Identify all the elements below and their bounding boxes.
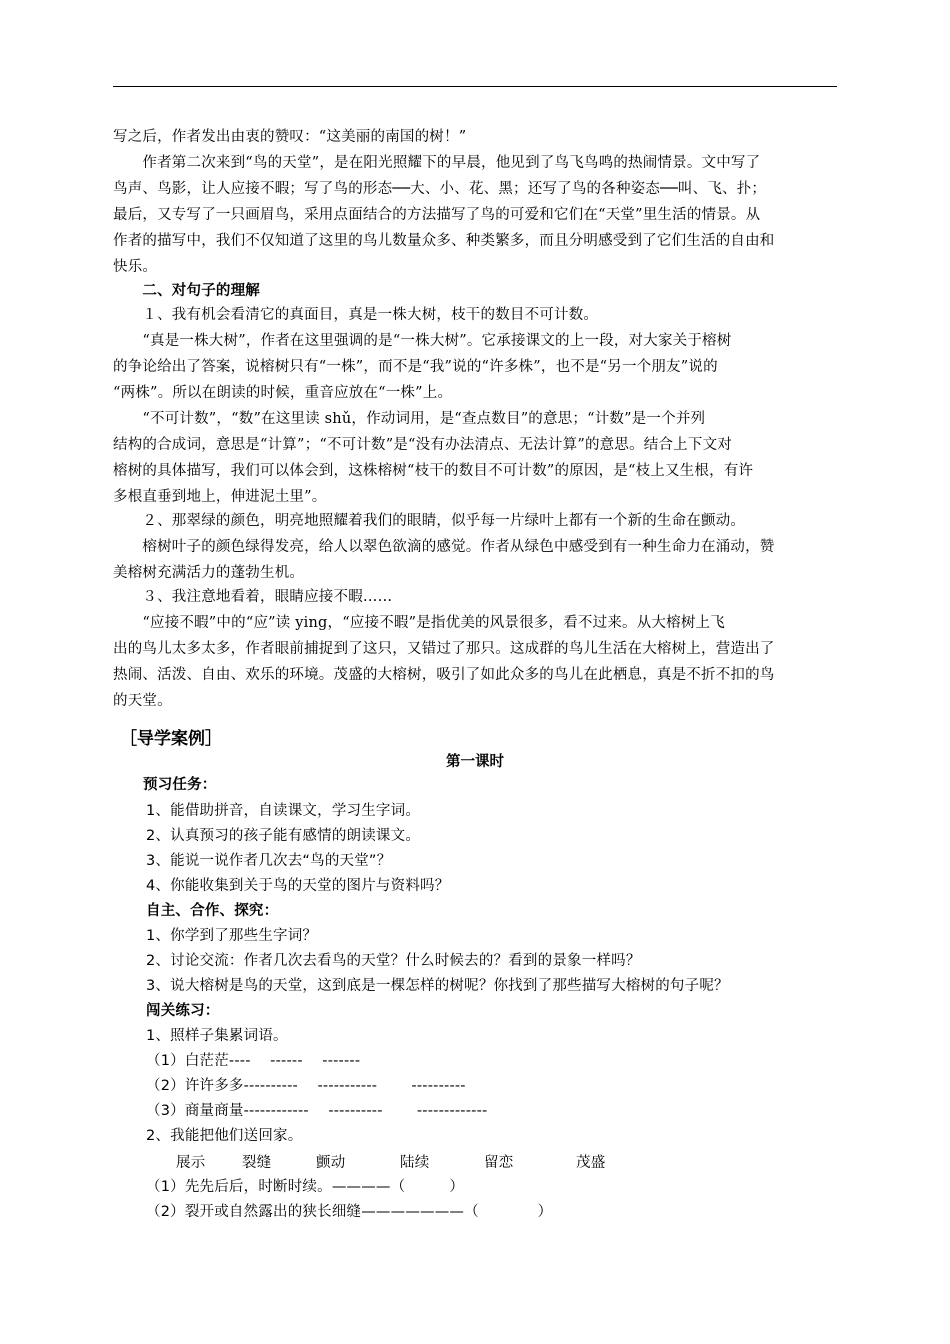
word-bank-item: 留恋 [484, 1155, 514, 1171]
sentence-2: ２、那翠绿的颜色，明亮地照耀着我们的眼睛，似乎每一片绿叶上都有一个新的生命在颤动。 [113, 513, 746, 529]
question-1-item: （2）许许多多---------- ----------- ---------- [146, 1078, 466, 1094]
body-text-line: 最后，又专写了一只画眉鸟，采用点面结合的方法描写了鸟的可爱和它们在“天堂”里生活的情景。从 [113, 207, 761, 223]
question-2-item: （2）裂开或自然露出的狭长细缝———————（ ） [146, 1204, 553, 1220]
body-text-line: 美榕树充满活力的蓬勃生机。 [113, 565, 305, 581]
body-text-line: 出的鸟儿太多太多，作者眼前捕捉到了这只，又错过了那只。这成群的鸟儿生活在大榕树上，营造出了 [113, 641, 775, 657]
explore-title: 自主、合作、探究： [146, 903, 279, 919]
preview-item: 3、能说一说作者几次去“鸟的天堂”？ [146, 853, 392, 869]
body-text-line: “应接不暇”中的“应”读 ying，“应接不暇”是指优美的风景很多，看不过来。从大榕树上飞 [113, 615, 725, 631]
body-text-line: 的天堂。 [113, 693, 172, 709]
lesson-title: 第一课时 [446, 754, 504, 770]
body-text-line: 多根直垂到地上，伸进泥土里”。 [113, 489, 327, 505]
practice-title: 闯关练习： [146, 1003, 220, 1019]
question-2: 2、我能把他们送回家。 [146, 1128, 303, 1144]
preview-item: 4、你能收集到关于鸟的天堂的图片与资料吗？ [146, 878, 450, 894]
sentence-3: ３、我注意地看着，眼睛应接不暇…… [113, 589, 393, 605]
explore-item: 1、你学到了那些生字词？ [146, 928, 318, 944]
word-bank-item: 茂盛 [576, 1155, 606, 1171]
word-bank-item: 裂缝 [242, 1155, 272, 1171]
body-text-line: “真是一株大树”，作者在这里强调的是“一株大树”。它承接课文的上一段，对大家关于榕树 [113, 333, 732, 349]
header-rule [113, 86, 837, 87]
body-text-line: 热闹、活泼、自由、欢乐的环境。茂盛的大榕树，吸引了如此众多的鸟儿在此栖息，真是不折不扣的鸟 [113, 667, 775, 683]
body-text-line: 榕树的具体描写，我们可以体会到，这株榕树“枝干的数目不可计数”的原因，是“枝上又生根，有许 [113, 463, 754, 479]
preview-title: 预习任务： [143, 777, 217, 793]
word-bank-item: 展示 [176, 1155, 206, 1171]
body-text-line: 写之后，作者发出由衷的赞叹：“这美丽的南国的树！” [113, 129, 467, 145]
section-title-guide: ［导学案例］ [120, 729, 222, 749]
explore-item: 2、讨论交流：作者几次去看鸟的天堂？什么时候去的？看到的景象一样吗？ [146, 953, 641, 969]
body-text-line: 结构的合成词，意思是“计算”；“不可计数”是“没有办法清点、无法计算”的意思。结合上下文对 [113, 437, 732, 453]
body-text-line: “两株”。所以在朗读的时候，重音应放在“一株”上。 [113, 385, 453, 401]
body-text-line: 作者第二次来到“鸟的天堂”，是在阳光照耀下的早晨，他见到了鸟飞鸟鸣的热闹情景。文中写了 [113, 155, 761, 171]
section-heading: 二、对句子的理解 [113, 283, 260, 299]
body-text-line: 鸟声、鸟影，让人应接不暇；写了鸟的形态──大、小、花、黑；还写了鸟的各种姿态──叫、飞、扑； [113, 181, 767, 197]
preview-item: 1、能借助拼音，自读课文，学习生字词。 [146, 803, 421, 819]
word-bank-item: 颤动 [316, 1155, 346, 1171]
question-1-item: （3）商量商量------------ ---------- ------------- [146, 1103, 488, 1119]
question-1: 1、照样子集累词语。 [146, 1028, 288, 1044]
body-text-line: 快乐。 [113, 259, 158, 275]
body-text-line: 的争论给出了答案，说榕树只有“一株”，而不是“我”说的“许多株”，也不是“另一个朋友”说的 [113, 359, 718, 375]
body-text-line: 作者的描写中，我们不仅知道了这里的鸟儿数量众多、种类繁多，而且分明感受到了它们生活的自由和 [113, 233, 775, 249]
preview-item: 2、认真预习的孩子能有感情的朗读课文。 [146, 828, 421, 844]
body-text-line: 榕树叶子的颜色绿得发亮，给人以翠色欲滴的感觉。作者从绿色中感受到有一种生命力在涌动，赞 [113, 539, 775, 555]
word-bank-item: 陆续 [400, 1155, 430, 1171]
body-text-line: “不可计数”，“数”在这里读 shǔ，作动词用，是“查点数目”的意思；“计数”是一个并列 [113, 411, 706, 427]
question-2-item: （1）先先后后，时断时续。————（ ） [146, 1179, 465, 1195]
question-1-item: （1）白茫茫---- ------ ------- [146, 1053, 361, 1069]
explore-item: 3、说大榕树是鸟的天堂，这到底是一棵怎样的树呢？你找到了那些描写大榕树的句子呢？ [146, 978, 729, 994]
sentence-1: １、我有机会看清它的真面目，真是一株大树，枝干的数目不可计数。 [113, 307, 599, 323]
